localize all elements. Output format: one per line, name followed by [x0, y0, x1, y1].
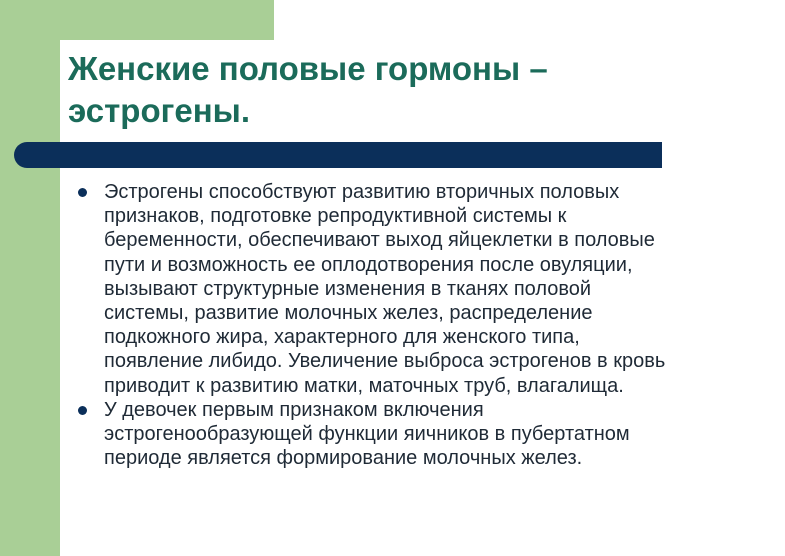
bullet-dot-icon	[78, 188, 87, 197]
slide-title-line-2: эстрогены.	[68, 92, 250, 129]
bullet-1-line-2: признаков, подготовке репродуктивной системы к	[104, 205, 567, 228]
bullet-1-line-7: подкожного жира, характерного для женского типа,	[104, 326, 580, 349]
bullet-1-line-4: пути и возможность ее оплодотворения после овуляции,	[104, 253, 633, 276]
slide-title	[68, 48, 688, 132]
bullet-1-line-6: системы, развитие молочных желез, распределение	[104, 302, 593, 325]
left-accent-stripe	[0, 0, 60, 556]
top-accent-block	[0, 0, 274, 40]
bullet-1-line-9: приводит к развитию матки, маточных труб, влагалища.	[104, 374, 624, 397]
bullet-1-line-8: появление либидо. Увеличение выброса эстрогенов в кровь	[104, 350, 666, 373]
bullet-1-line-1: Эстрогены способствуют развитию вторичных половых	[104, 181, 620, 203]
bullet-list	[74, 180, 754, 470]
bullet-2-line-3: периоде является формирование молочных желез.	[104, 447, 583, 470]
bullet-dot-icon	[78, 406, 87, 415]
bullet-1-line-3: беременности, обеспечивают выход яйцеклетки в половые	[104, 229, 655, 252]
bullet-2-line-1: У девочек первым признаком включения	[104, 398, 484, 421]
slide-title-line-1: Женские половые гормоны –	[68, 50, 548, 87]
bullet-item-2	[74, 398, 754, 471]
bullet-2-line-2: эстрогенообразующей функции яичников в пубертатном	[104, 423, 630, 446]
title-divider-bar	[14, 142, 662, 168]
bullet-1-line-5: вызывают структурные изменения в тканях половой	[104, 277, 592, 300]
bullet-item-1	[74, 180, 754, 398]
